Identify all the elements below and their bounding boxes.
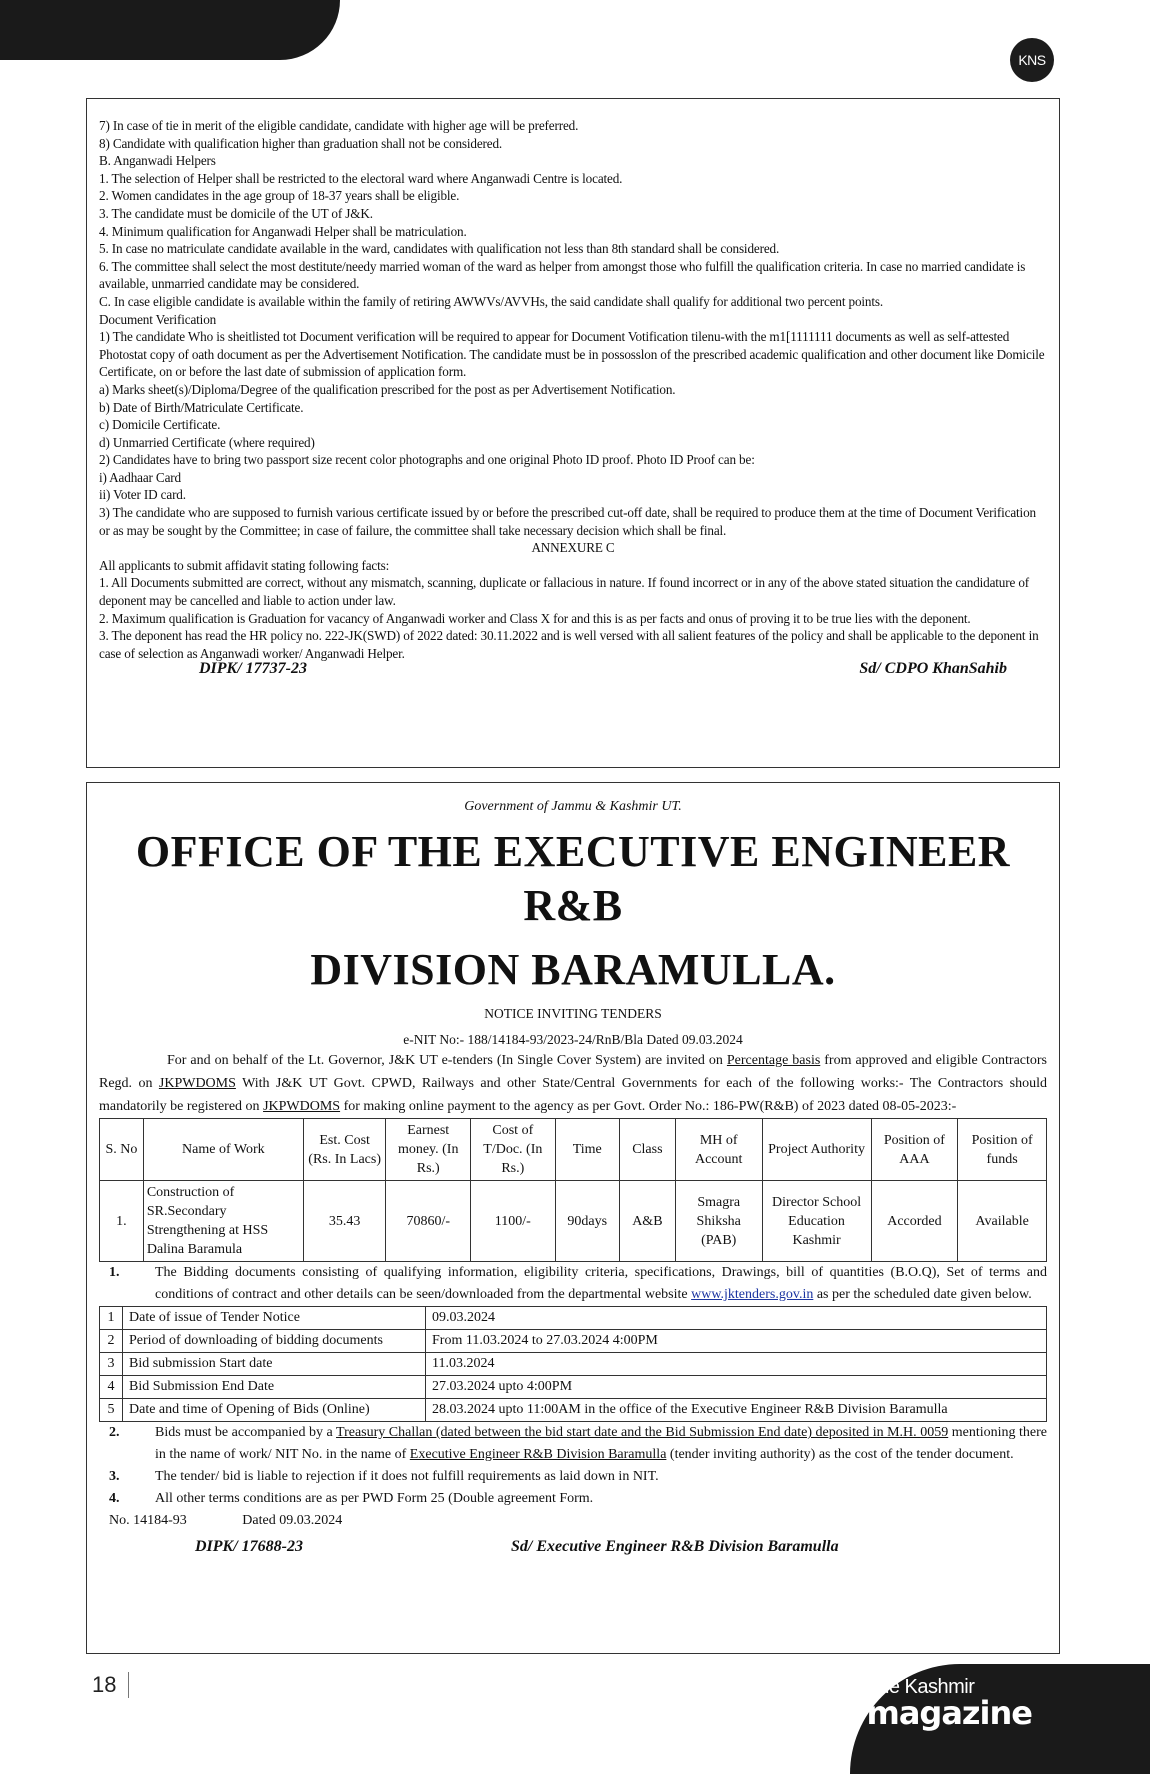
schedule-cell: 2 (100, 1330, 123, 1353)
notice-subtitle: NOTICE INVITING TENDERS (484, 1006, 662, 1021)
works-cell: Available (958, 1181, 1047, 1262)
works-header-cell: MH of Account (675, 1119, 762, 1181)
notice-line: 2) Candidates have to bring two passport size recent color photographs and one original Photo ID proof. Photo ID Proof can be: (99, 452, 755, 468)
works-cell: 90days (555, 1181, 619, 1262)
notice-line: ii) Voter ID card. (99, 487, 186, 503)
notice-line: 3) The candidate who are supposed to furnish various certificate issued by or before the prescribed cut-off date, shall be required to produce them at the time of Document Verification or as may be sought by the Committee; in case of failure, the committee shall take necessary decision which shall be final. (99, 505, 1036, 538)
notice-line: Document Verification (99, 311, 217, 327)
notice-line: C. In case eligible candidate is available within the family of retiring AWWVs/AVVHs, the said candidate shall qualify for additional two percent points. (99, 293, 883, 309)
condition-item: 3. The tender/ bid is liable to rejection if it does not fulfill requirements as laid down in NIT. (109, 1469, 659, 1484)
jktenders-link[interactable]: www.jktenders.gov.in (691, 1287, 814, 1302)
notice-signature-row (99, 660, 1047, 678)
works-header-cell: S. No (100, 1119, 144, 1181)
schedule-cell: 3 (100, 1353, 123, 1376)
notice-body (99, 117, 1047, 539)
tender-notice (86, 782, 1060, 1654)
schedule-cell: 11.03.2024 (426, 1353, 1047, 1376)
notice-line: 8) Candidate with qualification higher than graduation shall not be considered. (99, 135, 503, 151)
anganwadi-notice (86, 98, 1060, 768)
works-header-cell: Name of Work (143, 1119, 303, 1181)
schedule-cell: Period of downloading of bidding documents (123, 1330, 426, 1353)
schedule-row (100, 1330, 1047, 1353)
notice-line: b) Date of Birth/Matriculate Certificate. (99, 399, 304, 415)
schedule-cell: 1 (100, 1307, 123, 1330)
kns-logo: KNS (1010, 38, 1054, 82)
works-header-row (100, 1119, 1047, 1181)
page-number: 18 (92, 1672, 117, 1697)
schedule-row (100, 1399, 1047, 1422)
schedule-row (100, 1353, 1047, 1376)
jkpwdoms-ref: JKPWDOMS (158, 1076, 236, 1091)
notice-line: B. Anganwadi Helpers (99, 153, 216, 169)
works-header-cell: Cost of T/Doc. (In Rs.) (471, 1119, 556, 1181)
condition-item: 2. Bids must be accompanied by a Treasury Challan (dated between the bid start date and the Bid Submission End date) deposited in M.H. 0059 mentioning there in the name of work/ NIT No. in the name of Executive Engineer R&B Division Baramulla (tender inviting authority) as the cost of the tender document. (109, 1425, 1047, 1462)
schedule-cell: Bid Submission End Date (123, 1376, 426, 1399)
works-header-cell: Earnest money. (In Rs.) (386, 1119, 471, 1181)
notice-line: All applicants to submit affidavit stating following facts: (99, 557, 390, 573)
works-header-cell: Time (555, 1119, 619, 1181)
notice-line: a) Marks sheet(s)/Diploma/Degree of the qualification prescribed for the post as per Advertisement Notification. (99, 381, 676, 397)
cdpo-signature: Sd/ CDPO KhanSahib (859, 660, 1007, 678)
magazine-logo (866, 1676, 1032, 1732)
enit-number: e-NIT No:- 188/14184-93/2023-24/RnB/Bla Dated 09.03.2024 (403, 1032, 743, 1047)
works-cell: 1. (100, 1181, 144, 1262)
works-cell: Construction of SR.Secondary Strengthening at HSS Dalina Baramula (143, 1181, 303, 1262)
works-cell: Director School Education Kashmir (762, 1181, 871, 1262)
condition-item: 4. All other terms conditions are as per PWD Form 25 (Double agreement Form. (109, 1491, 594, 1506)
office-title-line1: OFFICE OF THE EXECUTIVE ENGINEER R&B (135, 827, 1011, 930)
schedule-cell: 5 (100, 1399, 123, 1422)
works-row (100, 1181, 1047, 1262)
schedule-cell: From 11.03.2024 to 27.03.2024 4:00PM (426, 1330, 1047, 1353)
schedule-cell: 28.03.2024 upto 11:00AM in the office of the Executive Engineer R&B Division Baramulla (426, 1399, 1047, 1422)
intro-paragraph: For and on behalf of the Lt. Governor, J&K UT e-tenders (In Single Cover System) are invited on Percentage basis from approved and eligible Contractors Regd. on JKPWDOMS With J&K UT Govt. CPWD, Railways and other State/Central Governments for each of the following works:- The Contractors should mandatorily be registered on JKPWDOMS for making online payment to the agency as per Govt. Order No.: 186-PW(R&B) of 2023 dated 08-05-2023:- (99, 1053, 1047, 1114)
notice-line: 1) The candidate Who is sheitlisted tot Document verification will be required to appear for Document Votification tilenu-with the m1[1111111 documents as well as self-attested Photostat copy of oath document as per the Advertisement Notification. The candidate must be in possosslon of the prescribed academic qualification and other document like Domicile Certificate, on or before the last date of submission of application form. (99, 329, 1045, 380)
works-cell: Smagra Shiksha (PAB) (675, 1181, 762, 1262)
works-cell: 70860/- (386, 1181, 471, 1262)
works-table (99, 1118, 1047, 1262)
works-cell: 35.43 (303, 1181, 386, 1262)
notice-line: 5. In case no matriculate candidate available in the ward, candidates with qualification not less than 8th standard shall be considered. (99, 241, 780, 257)
schedule-cell: Date of issue of Tender Notice (123, 1307, 426, 1330)
works-cell: A&B (619, 1181, 675, 1262)
notice-line: 3. The candidate must be domicile of the UT of J&K. (99, 205, 373, 221)
notice-line: c) Domicile Certificate. (99, 417, 221, 433)
notice-line: 1. All Documents submitted are correct, without any mismatch, scanning, duplicate or fallacious in nature. If found incorrect or in any of the above stated situation the candidature of deponent may be cancelled and liable to action under law. (99, 575, 1030, 609)
works-header-cell: Position of funds (958, 1119, 1047, 1181)
schedule-cell: Date and time of Opening of Bids (Online) (123, 1399, 426, 1422)
works-header-cell: Project Authority (762, 1119, 871, 1181)
dipk-number: DIPK/ 17688-23 (195, 1538, 303, 1555)
engineer-signature: Sd/ Executive Engineer R&B Division Baramulla (511, 1538, 839, 1555)
works-cell: Accorded (871, 1181, 958, 1262)
percentage-basis: Percentage basis (726, 1053, 821, 1068)
schedule-cell: 27.03.2024 upto 4:00PM (426, 1376, 1047, 1399)
notice-line: 2. Women candidates in the age group of 18-37 years shall be eligible. (99, 188, 460, 204)
notice-line: 4. Minimum qualification for Anganwadi Helper shall be matriculation. (99, 223, 467, 239)
dipk-number: DIPK/ 17737-23 (199, 660, 307, 678)
annexure-body (99, 557, 1047, 663)
reference-line (99, 1510, 1047, 1532)
works-header-cell: Class (619, 1119, 675, 1181)
works-header-cell: Est. Cost (Rs. In Lacs) (303, 1119, 386, 1181)
schedule-row (100, 1307, 1047, 1330)
notice-line: 7) In case of tie in merit of the eligible candidate, candidate with higher age will be preferred. (99, 118, 579, 133)
reference-number: No. 14184-93 (109, 1513, 187, 1528)
schedule-cell: 4 (100, 1376, 123, 1399)
notice-line: d) Unmarried Certificate (where required) (99, 434, 315, 450)
office-title-line2: DIVISION BARAMULLA. (310, 945, 836, 994)
top-corner-decoration (0, 0, 340, 60)
works-cell: 1100/- (471, 1181, 556, 1262)
brand-top: The Kashmir (866, 1676, 975, 1698)
schedule-cell: Bid submission Start date (123, 1353, 426, 1376)
notice-line: 1. The selection of Helper shall be restricted to the electoral ward where Anganwadi Centre is located. (99, 170, 623, 186)
schedule-table (99, 1306, 1047, 1422)
annexure-title: ANNEXURE C (531, 540, 615, 556)
brand-bottom: magazine (866, 1694, 1032, 1732)
condition-item: 1. The Bidding documents consisting of qualifying information, eligibility criteria, specifications, Drawings, bill of quantities (B.O.Q), Set of terms and conditions of contract and other details can be seen/downloaded from the departmental website www.jktenders.gov.in as per the scheduled date given below. (109, 1265, 1047, 1302)
notice-line: 3. The deponent has read the HR policy no. 222-JK(SWD) of 2022 dated: 30.11.2022 and is well versed with all salient features of the policy and shall be applicable to the deponent in case of selection as Anganwadi worker/ Anganwadi Helper. (99, 628, 1039, 661)
notice-line: i) Aadhaar Card (99, 469, 181, 485)
tender-signature-row (99, 1538, 1047, 1556)
government-line: Government of Jammu & Kashmir UT. (464, 799, 682, 814)
schedule-row (100, 1376, 1047, 1399)
works-header-cell: Position of AAA (871, 1119, 958, 1181)
jkpwdoms-ref: JKPWDOMS (263, 1099, 341, 1114)
schedule-cell: 09.03.2024 (426, 1307, 1047, 1330)
reference-date: Dated 09.03.2024 (242, 1513, 343, 1528)
notice-line: 2. Maximum qualification is Graduation for vacancy of Anganwadi worker and Class X for and this is as per facts and onus of proving it to be true lies with the deponent. (99, 610, 971, 626)
page-number-divider (128, 1672, 129, 1698)
notice-line: 6. The committee shall select the most destitute/needy married woman of the ward as helper from amongst those who fulfill the qualification criteria. In case no married candidate is available, unmarried candidate may be considered. (99, 258, 1026, 292)
